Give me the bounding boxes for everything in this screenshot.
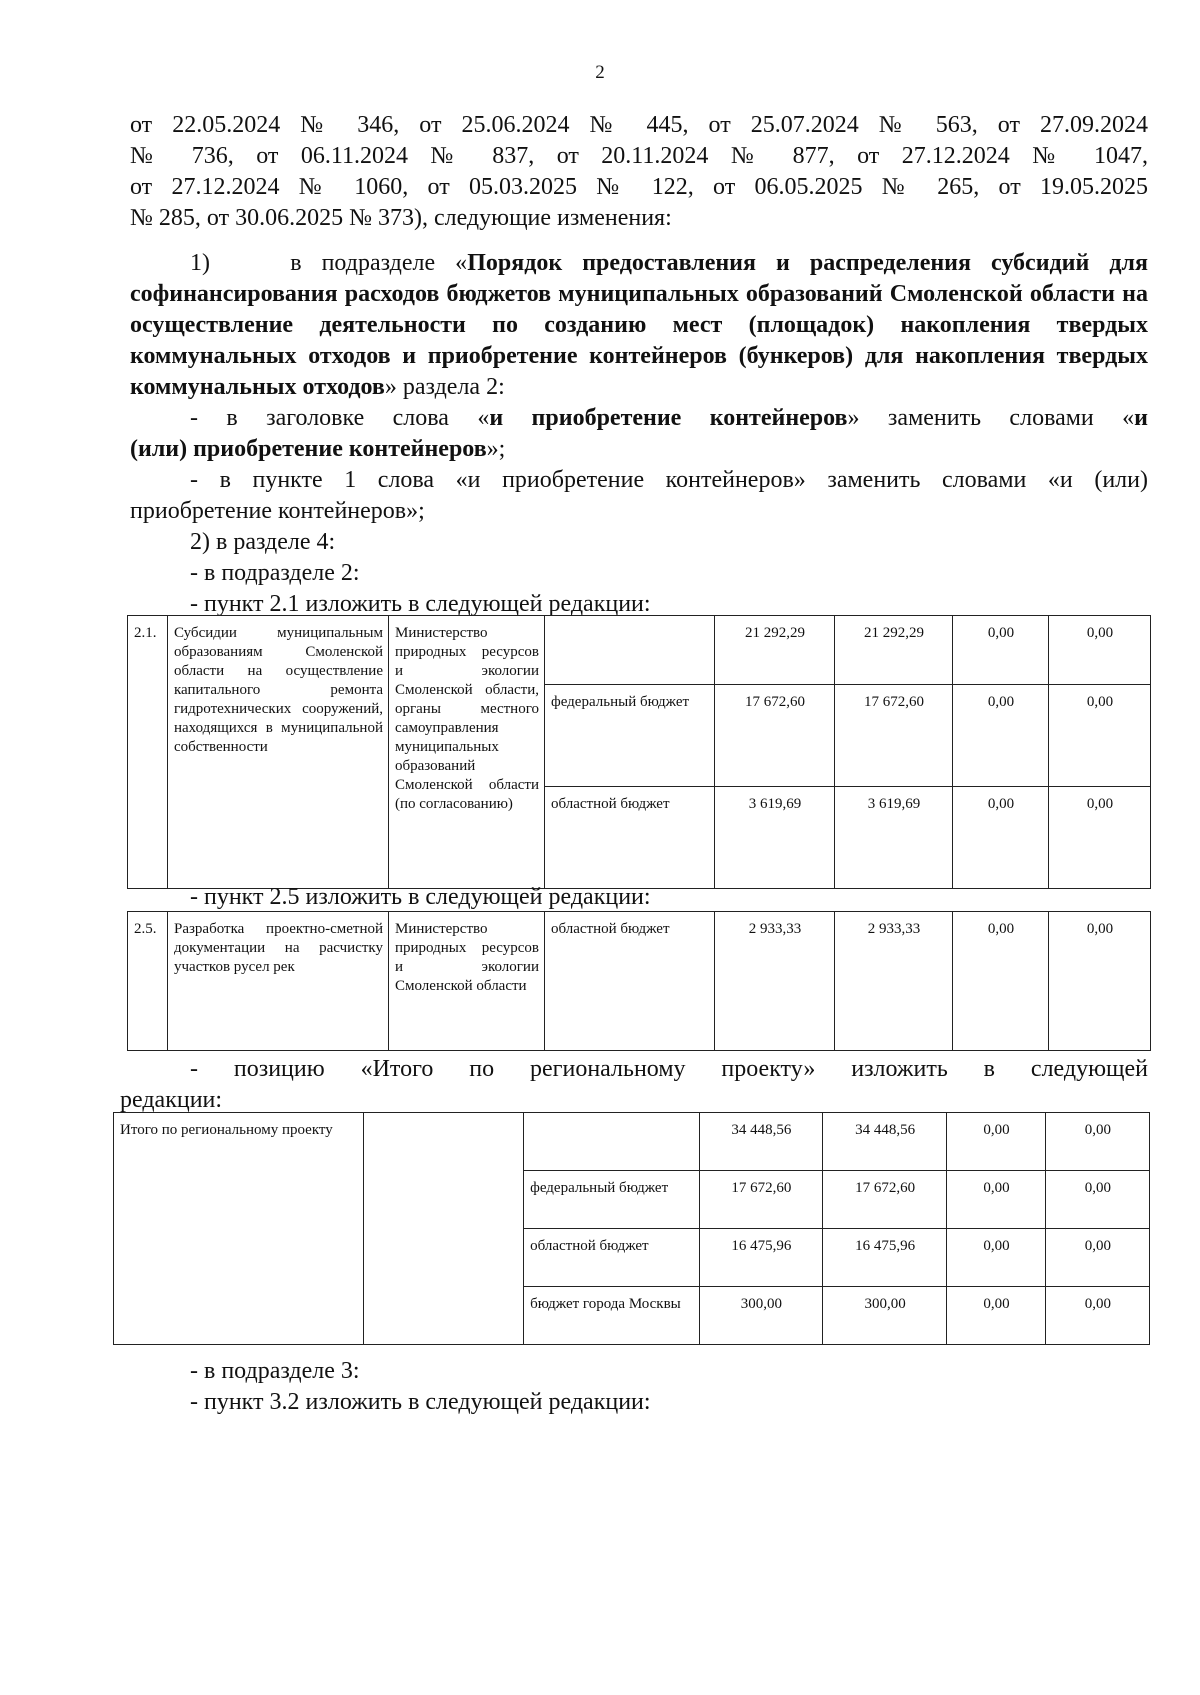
subsection-2: - в подразделе 2: (190, 560, 360, 586)
amount-year-3: 0,00 (1049, 616, 1151, 685)
bullet-heading-line1: - в заголовке слова «и приобретение контейнеров» заменить словами «и (190, 405, 1148, 431)
intro-paragraph (130, 110, 1148, 234)
funding-source (524, 1113, 700, 1171)
funding-source (545, 616, 715, 685)
amount-year-2: 0,00 (953, 685, 1049, 787)
p32-heading: - пункт 3.2 изложить в следующей редакции: (190, 1389, 651, 1415)
executor: Министерство природных ресурсов и экологии Смоленской области, органы местного самоуправления муниципальных образований Смоленской области (по согласованию) (389, 616, 545, 889)
funding-source: федеральный бюджет (545, 685, 715, 787)
funding-source: областной бюджет (545, 912, 715, 1051)
amount-year-2: 0,00 (947, 1113, 1045, 1171)
funding-source: областной бюджет (545, 787, 715, 889)
amount-year-3: 0,00 (1049, 787, 1151, 889)
amount-year-3: 0,00 (1049, 912, 1151, 1051)
amount-total: 21 292,29 (715, 616, 835, 685)
funding-source: бюджет города Москвы (524, 1287, 700, 1345)
p25-heading: - пункт 2.5 изложить в следующей редакции: (190, 884, 651, 910)
amount-year-1: 34 448,56 (822, 1113, 947, 1171)
measure-name: Разработка проектно-сметной документации на расчистку участков русел рек (168, 912, 389, 1051)
funding-source: областной бюджет (524, 1229, 700, 1287)
amount-year-1: 17 672,60 (835, 685, 953, 787)
amount-year-1: 300,00 (822, 1287, 947, 1345)
amount-year-1: 21 292,29 (835, 616, 953, 685)
table-row (128, 912, 1151, 1051)
amount-year-2: 0,00 (947, 1171, 1045, 1229)
amount-year-2: 0,00 (947, 1287, 1045, 1345)
item-1-paragraph (130, 248, 1148, 403)
itogo-heading-line2: редакции: (120, 1087, 223, 1113)
bullet-p1-line1: - в пункте 1 слова «и приобретение контейнеров» заменить словами «и (или) (190, 467, 1148, 493)
measure-name: Субсидии муниципальным образованиям Смоленской области на осуществление капитального ремонта гидротехнических сооружений, находящихся в муниципальной собственности (168, 616, 389, 889)
itogo-label: Итого по региональному проекту (114, 1113, 364, 1345)
amount-year-1: 3 619,69 (835, 787, 953, 889)
bullet-p1-line2: приобретение контейнеров»; (130, 498, 425, 524)
amount-year-3: 0,00 (1045, 1171, 1149, 1229)
amount-total: 17 672,60 (699, 1171, 822, 1229)
p21-heading: - пункт 2.1 изложить в следующей редакции: (190, 591, 651, 617)
amount-year-1: 17 672,60 (822, 1171, 947, 1229)
amount-total: 300,00 (699, 1287, 822, 1345)
table-row (128, 616, 1151, 685)
intro-line: от 27.12.2024 № 1060, от 05.03.2025 № 122, от 06.05.2025 № 265, от 19.05.2025 (130, 174, 1148, 200)
amount-year-1: 2 933,33 (835, 912, 953, 1051)
amount-total: 17 672,60 (715, 685, 835, 787)
intro-line-last: № 285, от 30.06.2025 № 373), следующие изменения: (130, 205, 672, 231)
bullet-heading-line2: (или) приобретение контейнеров»; (130, 436, 506, 462)
intro-line: от 22.05.2024 № 346, от 25.06.2024 № 445, от 25.07.2024 № 563, от 27.09.2024 (130, 112, 1148, 138)
amount-total: 34 448,56 (699, 1113, 822, 1171)
subsection-3: - в подразделе 3: (190, 1358, 360, 1384)
table-2-5 (127, 911, 1151, 1051)
row-number: 2.5. (128, 912, 168, 1051)
funding-source: федеральный бюджет (524, 1171, 700, 1229)
amount-year-3: 0,00 (1045, 1113, 1149, 1171)
table-2-1 (127, 615, 1151, 889)
table-row (114, 1113, 1150, 1171)
amount-year-2: 0,00 (953, 616, 1049, 685)
intro-line: № 736, от 06.11.2024 № 837, от 20.11.2024 № 877, от 27.12.2024 № 1047, (130, 143, 1148, 169)
item-2: 2) в разделе 4: (190, 529, 336, 555)
item-1-suffix: » раздела 2: (384, 374, 505, 400)
amount-total: 3 619,69 (715, 787, 835, 889)
page-number: 2 (595, 62, 605, 83)
amount-year-2: 0,00 (953, 912, 1049, 1051)
empty-executor (363, 1113, 524, 1345)
amount-year-3: 0,00 (1045, 1287, 1149, 1345)
amount-total: 2 933,33 (715, 912, 835, 1051)
amount-year-2: 0,00 (953, 787, 1049, 889)
amount-total: 16 475,96 (699, 1229, 822, 1287)
executor: Министерство природных ресурсов и экологии Смоленской области (389, 912, 545, 1051)
row-number: 2.1. (128, 616, 168, 889)
item-1-bold-title: Порядок предоставления и распределения субсидий для софинансирования расходов бюджетов муниципальных образований Смоленской области на осуществление деятельности по созданию мест (площадок) накопления твердых коммунальных отходов и приобретение контейнеров (бункеров) для накопления твердых коммунальных отходов (130, 250, 1148, 400)
amount-year-2: 0,00 (947, 1229, 1045, 1287)
amount-year-3: 0,00 (1045, 1229, 1149, 1287)
table-itogo (113, 1112, 1150, 1345)
item-1-prefix: 1) в подразделе « (190, 250, 468, 276)
amount-year-3: 0,00 (1049, 685, 1151, 787)
amount-year-1: 16 475,96 (822, 1229, 947, 1287)
itogo-heading-line1: - позицию «Итого по региональному проекту» изложить в следующей (190, 1056, 1148, 1082)
